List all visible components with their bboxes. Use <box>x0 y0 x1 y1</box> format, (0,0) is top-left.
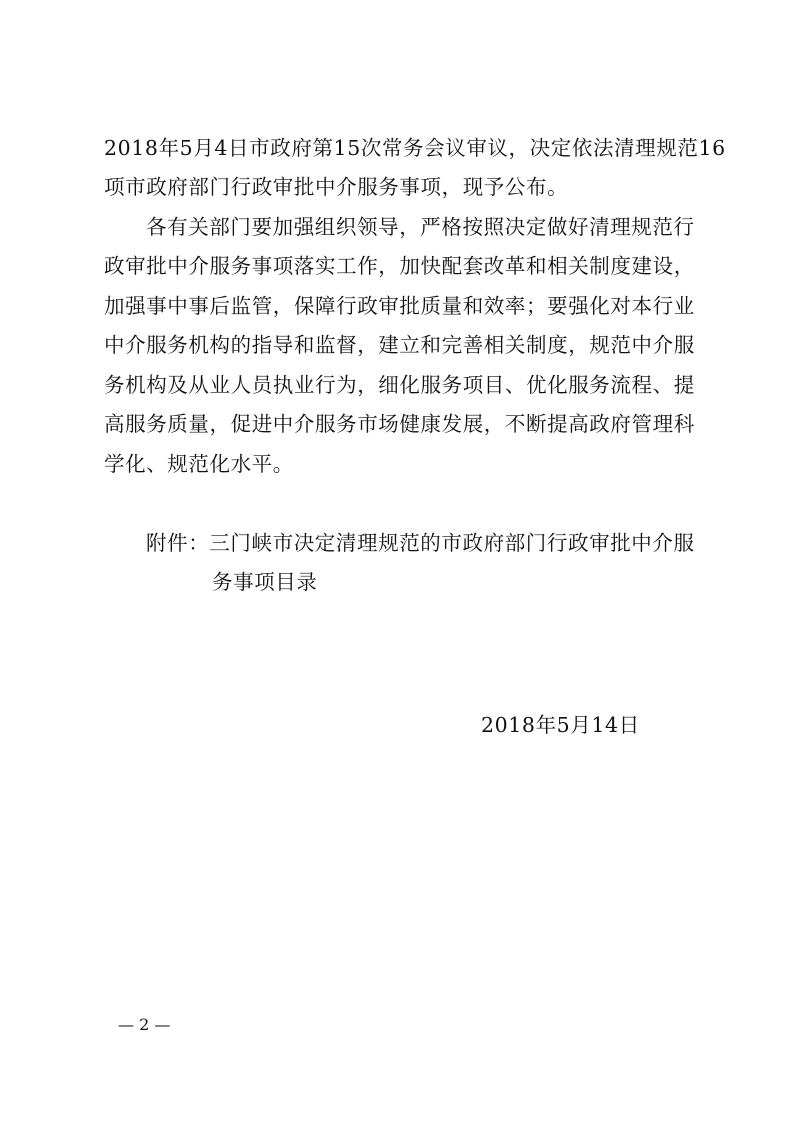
paragraph-1-line-1: 2018年5月4日市政府第15次常务会议审议，决定依法清理规范16 <box>104 136 726 160</box>
paragraph-2-line-1: 各有关部门要加强组织领导，严格按照决定做好清理规范行 <box>146 215 695 239</box>
paragraph-2-line-4: 中介服务机构的指导和监督，建立和完善相关制度，规范中介服 <box>104 333 695 357</box>
paragraph-2-line-5: 务机构及从业人员执业行为，细化服务项目、优化服务流程、提 <box>104 373 695 397</box>
attachment-line-2: 务事项目录 <box>212 570 318 594</box>
paragraph-1-line-2: 项市政府部门行政审批中介服务事项，现予公布。 <box>104 175 569 199</box>
paragraph-2-line-2: 政审批中介服务事项落实工作，加快配套改革和相关制度建设， <box>104 254 695 278</box>
attachment-line-1: 附件：三门峡市决定清理规范的市政府部门行政审批中介服 <box>146 531 695 555</box>
page-number: — 2 — <box>118 1015 171 1034</box>
paragraph-2-line-3: 加强事中事后监管，保障行政审批质量和效率；要强化对本行业 <box>104 294 695 318</box>
document-date: 2018年5月14日 <box>481 713 640 737</box>
paragraph-2-line-7: 学化、规范化水平。 <box>104 452 294 476</box>
paragraph-2-line-6: 高服务质量，促进中介服务市场健康发展，不断提高政府管理科 <box>104 412 695 436</box>
